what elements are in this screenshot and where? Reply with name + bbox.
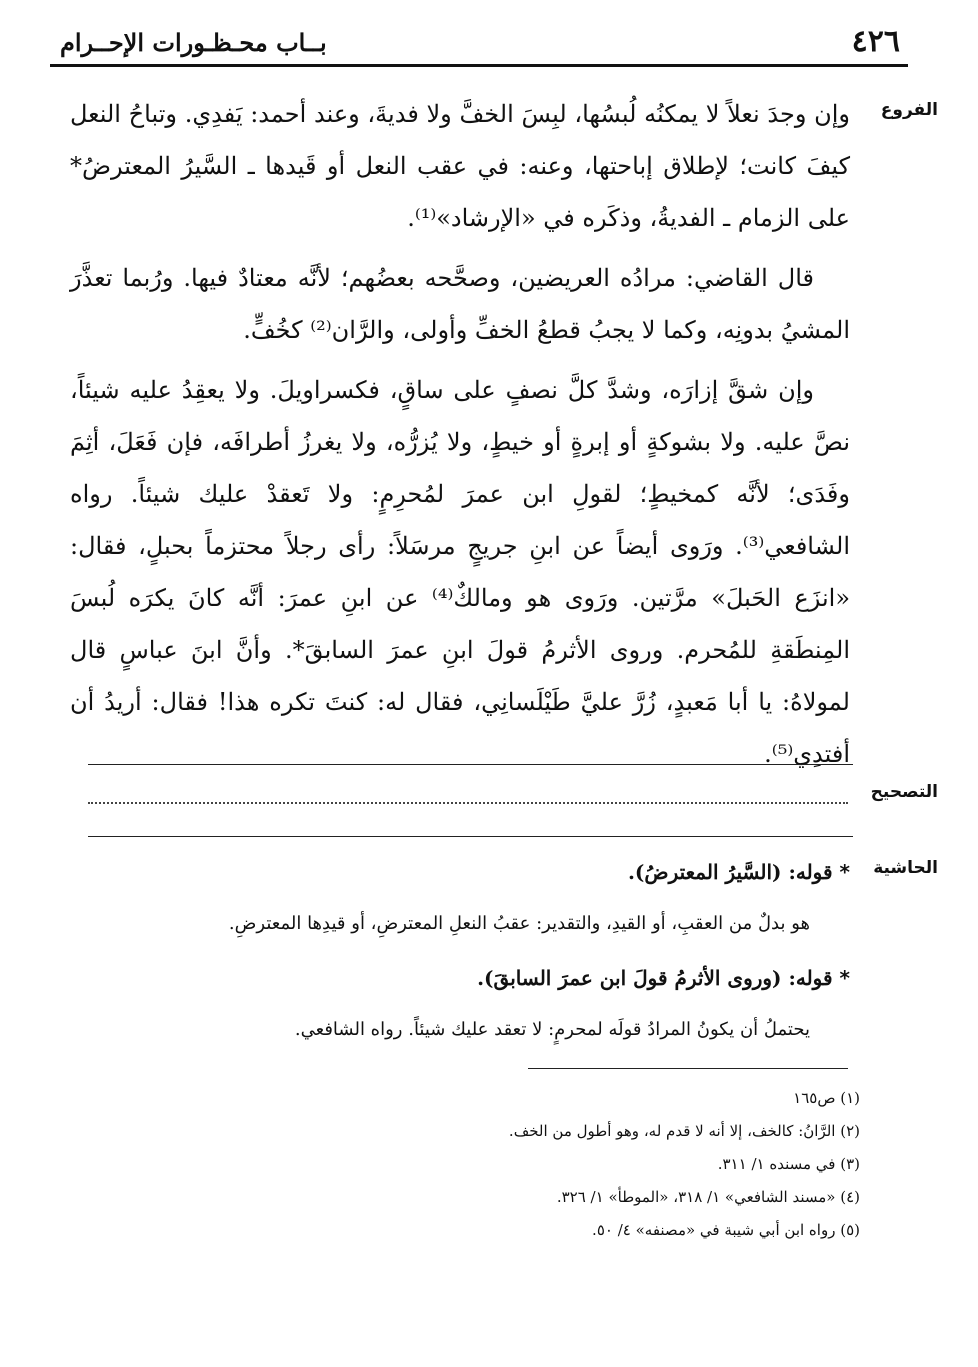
hashiya-body: يحتملُ أن يكونُ المرادُ قولَه لمحرمٍ: لا تعقد عليك شيئاً. رواه الشافعي. xyxy=(294,1019,810,1040)
furu-label: الفروع xyxy=(880,100,938,120)
chapter-title: بــاب محـظـورات الإحــرام xyxy=(60,28,327,57)
footnote: (٤) «مسند الشافعي» ١/ ٣١٨، «الموطأ» ١/ ٣٢٦. xyxy=(556,1188,860,1206)
footnotes xyxy=(360,1082,860,1247)
hashiya-notes xyxy=(110,858,850,1070)
asterisk-marker: * xyxy=(839,966,850,990)
paragraph: قال القاضي: مرادُه العريضين، وصحَّحه بعضُهم؛ لأنَّه معتادٌ فيها. ورُبما تعذَّرَ المشيُ بدونِه، وكما لا يجبُ قطعُ الخفِّ وأولى، والرَّان⁽²⁾ كخُفٍّ. xyxy=(70,264,850,344)
hashiya-body: هو بدلٌ من العقبِ، أو القيدِ، والتقدير: عقبُ النعلِ المعترضِ، أو قيدِها المعترضِ. xyxy=(228,913,810,934)
tashih-dotted-line xyxy=(88,802,848,804)
hashiya-heading xyxy=(110,858,850,886)
footnote: (٣) في مسنده ١/ ٣١١. xyxy=(717,1155,860,1173)
footnote: (٢) الرَّانُ: كالخف، إلا أنه لا قدم له، وهو أطول من الخف. xyxy=(508,1122,860,1140)
header-rule xyxy=(50,64,908,67)
footnote: (١) ص١٦٥ xyxy=(793,1089,860,1107)
section-divider xyxy=(88,764,853,765)
hashiya-label: الحاشية xyxy=(873,858,938,878)
hashiya-heading xyxy=(110,964,850,992)
asterisk-marker: * xyxy=(839,860,850,884)
page-number: ٤٢٦ xyxy=(851,24,900,59)
tashih-label: التصحيح xyxy=(870,782,938,802)
hashiya-heading-text: قوله: (وروى الأثرمُ قولَ ابن عمرَ السابقَ). xyxy=(477,966,833,990)
hashiya-heading-text: قوله: (السَّيرُ المعترضُ). xyxy=(627,860,833,884)
footnote-divider xyxy=(528,1068,848,1069)
page-header xyxy=(50,22,910,62)
footnote: (٥) رواه ابن أبي شيبة في «مصنفه» ٤/ ٥٠. xyxy=(592,1221,860,1239)
main-text xyxy=(70,88,850,788)
section-divider xyxy=(88,836,853,837)
paragraph: وإن شقَّ إزارَه، وشدَّ كلَّ نصفٍ على ساقٍ، فكسراويلَ. ولا يعقِدُ عليه شيئاً، نصَّ عليه. ولا بشوكةٍ أو إبرةٍ أو خيطٍ، ولا يُزرُّه، ولا يغرزُ أطرافَه، فإن فَعَلَ، أثِمَ وفَدَى؛ لأنَّه كمخيطٍ؛ لقولِ ابن عمرَ لمُحرِمٍ: ولا تَعقدْ عليك شيئاً. رواه الشافعي⁽³⁾. ورَوى أيضاً عن ابنِ جريجٍ مرسَلاً: رأى رجلاً محتزماً بحبلٍ، فقال: «انزَع الحَبلَ» مرَّتين. ورَوى هو ومالكٌ⁽⁴⁾ عن ابنِ عمرَ: أنَّه كانَ يكرَه لُبسَ المِنطَقةِ للمُحرم. وروى الأثرمُ قولَ ابنِ عمرَ السابقَ*. وأنَّ ابنَ عباسٍ قال لمولاهُ: يا أبا مَعبدٍ، زُرَّ عليَّ طَيْلَسانِي، فقال له: كنتَ تكره هذا! فقال: أريدُ أن أفتدِي⁽⁵⁾. xyxy=(70,376,850,768)
paragraph: وإن وجدَ نعلاً لا يمكنُه لُبسُها، لبِسَ الخفَّ ولا فديةَ، وعند أحمد: يَفدِي. وتباحُ النعل كيفَ كانت؛ لإطلاق إباحتها، وعنه: في عقب النعل أو قَيدها ـ السَّيرُ المعترضُ* على الزمام ـ الفديةُ، وذكَره في «الإرشاد»⁽¹⁾. xyxy=(70,100,850,232)
